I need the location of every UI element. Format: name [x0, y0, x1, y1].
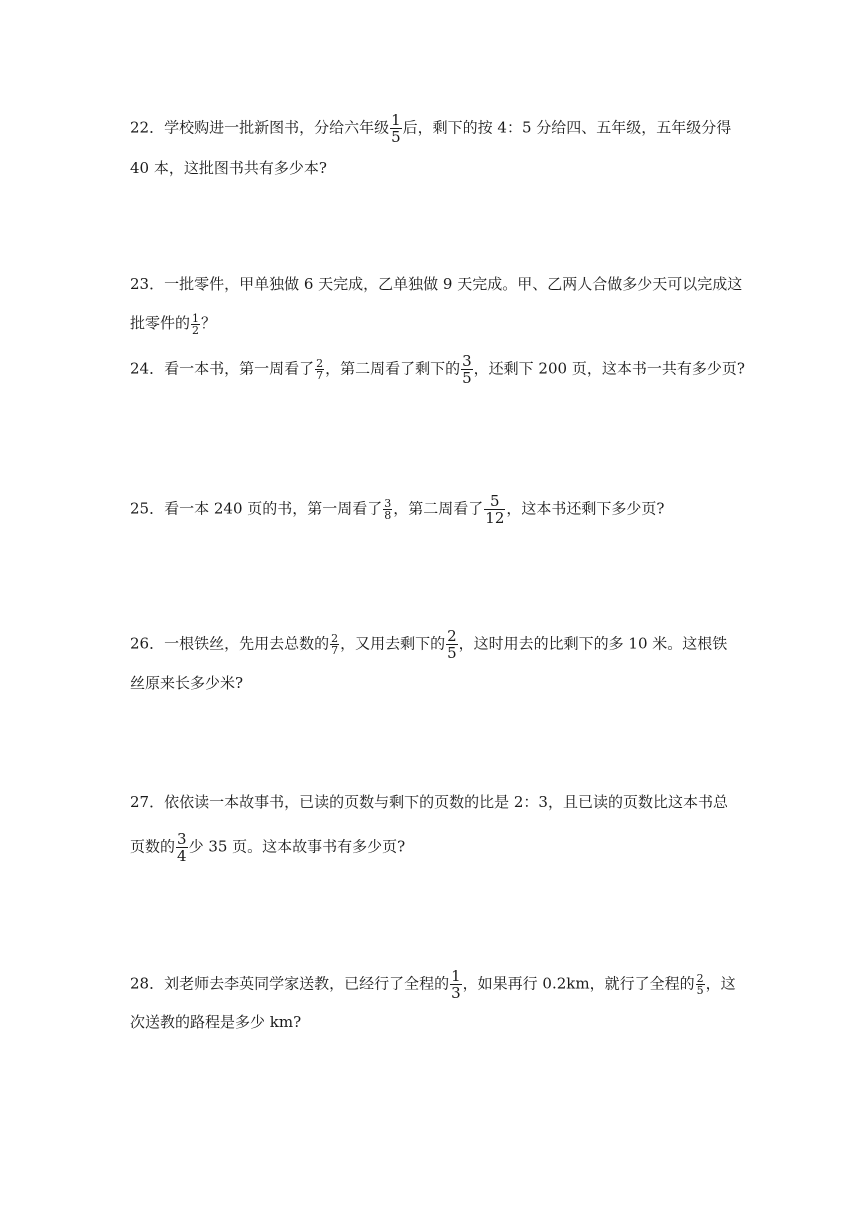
fraction-numerator: 2 — [696, 972, 704, 985]
problem-text: 26．一根铁丝，先用去总数的 — [130, 634, 330, 653]
fraction-denominator: 7 — [331, 644, 339, 657]
problem-text: 后，剩下的按 4：5 分给四、五年级，五年级分得 — [402, 118, 732, 137]
fraction-denominator: 8 — [384, 509, 392, 522]
problem-22-line-2 — [130, 156, 730, 180]
problem-22-line-1 — [130, 112, 730, 145]
problem-text: 28．刘老师去李英同学家送教，已经行了全程的 — [130, 974, 450, 993]
problem-24-line-1 — [130, 352, 745, 387]
problem-text: ，又用去剩下的 — [340, 634, 446, 653]
problem-text: 27．依依读一本故事书，已读的页数与剩下的页数的比是 2：3，且已读的页数比这本书总 — [130, 793, 728, 811]
fraction — [383, 498, 392, 521]
fraction — [390, 112, 402, 145]
fraction-numerator: 1 — [451, 967, 461, 985]
fraction — [450, 968, 462, 1001]
fraction-denominator: 2 — [192, 323, 200, 337]
problem-27-line-2 — [130, 831, 730, 864]
problem-text: 24．看一本书，第一周看了 — [130, 359, 315, 378]
fraction — [315, 358, 324, 381]
problem-text: 次送教的路程是多少 km? — [130, 1013, 302, 1031]
problem-26-line-2 — [130, 671, 730, 695]
fraction-numerator: 3 — [384, 497, 392, 510]
fraction-numerator: 1 — [391, 111, 401, 129]
fraction — [461, 353, 473, 386]
fraction — [176, 831, 188, 864]
problem-text: ，这本书还剩下多少页? — [506, 499, 665, 518]
problem-27-line-1 — [130, 790, 730, 814]
fraction-denominator: 5 — [696, 984, 704, 997]
fraction-denominator: 12 — [485, 509, 505, 527]
fraction-numerator: 2 — [447, 627, 457, 645]
problem-28-line-1 — [130, 967, 736, 1002]
problem-23-line-2 — [130, 311, 730, 336]
problem-25-line-1 — [130, 493, 730, 526]
fraction-numerator: 5 — [490, 492, 500, 510]
fraction-numerator: 2 — [331, 632, 339, 645]
problem-text: ，这时用去的比剩下的多 10 米。这根铁 — [458, 634, 728, 653]
fraction-denominator: 5 — [391, 128, 401, 146]
problem-text: 22．学校购进一批新图书，分给六年级 — [130, 118, 390, 137]
fraction — [696, 973, 705, 996]
fraction-denominator: 5 — [447, 644, 457, 662]
problem-text: ，还剩下 200 页，这本书一共有多少页? — [473, 359, 745, 378]
fraction-denominator: 5 — [462, 369, 472, 387]
problem-text: 批零件的 — [130, 314, 191, 332]
problem-text: 丝原来长多少米? — [130, 674, 244, 692]
fraction — [191, 313, 200, 336]
fraction-numerator: 3 — [462, 352, 472, 370]
fraction-denominator: 4 — [177, 847, 187, 865]
fraction — [484, 493, 505, 526]
problem-28-line-2 — [130, 1010, 730, 1034]
problem-26-line-1 — [130, 628, 730, 661]
problem-23-line-1 — [130, 272, 743, 296]
problem-text: 页数的 — [130, 837, 176, 856]
fraction — [330, 633, 339, 656]
fraction — [446, 628, 458, 661]
fraction-numerator: 2 — [316, 357, 324, 370]
problem-text: ？ — [201, 314, 217, 332]
problem-text: 少 35 页。这本故事书有多少页? — [188, 837, 406, 856]
problem-text: 25．看一本 240 页的书，第一周看了 — [130, 499, 383, 518]
problem-text: ，第二周看了 — [393, 499, 484, 518]
fraction-numerator: 3 — [177, 830, 187, 848]
fraction-denominator: 7 — [316, 369, 324, 382]
problem-text: ，第二周看了剩下的 — [325, 359, 461, 378]
fraction-numerator: 1 — [192, 311, 200, 325]
problem-text: 23．一批零件，甲单独做 6 天完成，乙单独做 9 天完成。甲、乙两人合做多少天可以完成这 — [130, 275, 743, 293]
problem-text: ，这 — [705, 974, 736, 993]
fraction-denominator: 3 — [451, 984, 461, 1002]
problem-text: ，如果再行 0.2km，就行了全程的 — [462, 974, 695, 993]
problem-text: 40 本，这批图书共有多少本? — [130, 159, 327, 177]
